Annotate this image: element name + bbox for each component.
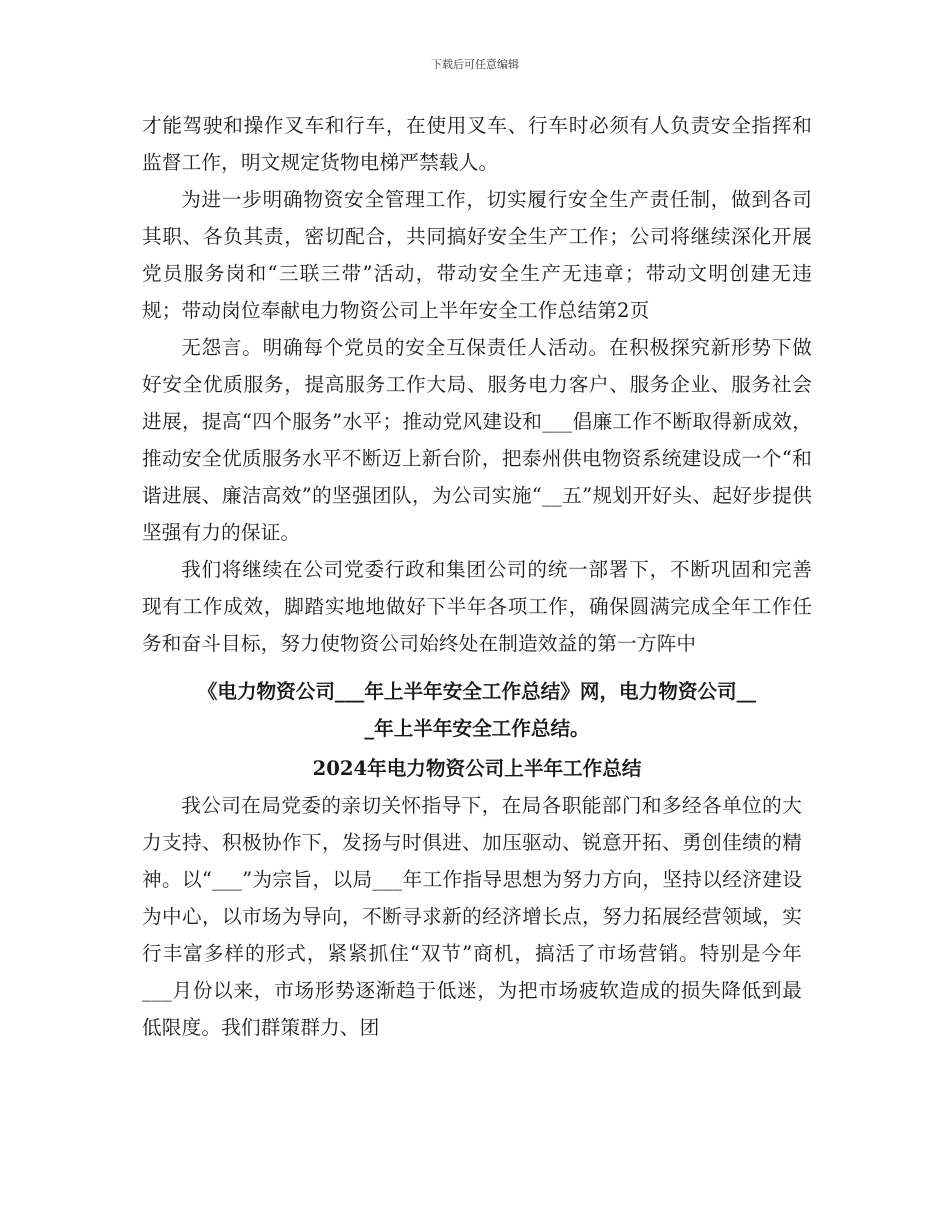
link-title-line-2: _年上半年安全工作总结。: [364, 717, 590, 740]
link-title-line-1: 《电力物资公司___年上半年安全工作总结》网，电力物资公司__: [197, 680, 757, 703]
paragraph-3: 无怨言。明确每个党员的安全互保责任人活动。在积极探究新形势下做好安全优质服务，提高服务工作大局、服务电力客户、服务企业、服务社会进展，提高“四个服务”水平；推动党风建设和___倡廉工作不断取得新成效，推动安全优质服务水平不断迈上新台阶，把泰州供电物资系统建设成一个“和谐进展、廉洁高效”的坚强团队，为公司实施“__五”规划开好头、起好步提供坚强有力的保证。: [142, 336, 812, 544]
paragraph-2: 为进一步明确物资安全管理工作，切实履行安全生产责任制，做到各司其职、各负其责，密切配合，共同搞好安全生产工作；公司将继续深化开展党员服务岗和“三联三带”活动，带动安全生产无违章；带动文明创建无违规；带动岗位奉献电力物资公司上半年安全工作总结第2页: [142, 188, 812, 322]
page-header: 下载后可任意编辑: [431, 58, 519, 71]
paragraph-4: 我们将继续在公司党委行政和集团公司的统一部署下，不断巩固和完善现有工作成效，脚踏实地地做好下半年各项工作，确保圆满完成全年工作任务和奋斗目标，努力使物资公司始终处在制造效益的第一方阵中: [142, 558, 812, 655]
document-body: [142, 107, 812, 1046]
section-2-body: [142, 787, 802, 1046]
section-title: 2024年电力物资公司上半年工作总结: [312, 757, 642, 780]
paragraph-1: 才能驾驶和操作叉车和行车，在使用叉车、行车时必须有人负责安全指挥和监督工作，明文规定货物电梯严禁载人。: [142, 114, 812, 174]
paragraph-5: 我公司在局党委的亲切关怀指导下，在局各职能部门和多经各单位的大力支持、积极协作下，发扬与时俱进、加压驱动、锐意开拓、勇创佳绩的精神。以“___”为宗旨，以局___年工作指导思想为努力方向，坚持以经济建设为中心，以市场为导向，不断寻求新的经济增长点，努力拓展经营领域，实行丰富多样的形式，紧紧抓住“双节”商机，搞活了市场营销。特别是今年___月份以来，市场形势逐渐趋于低迷，为把市场疲软造成的损失降低到最低限度。我们群策群力、团: [142, 794, 802, 1039]
link-title: [142, 673, 812, 747]
